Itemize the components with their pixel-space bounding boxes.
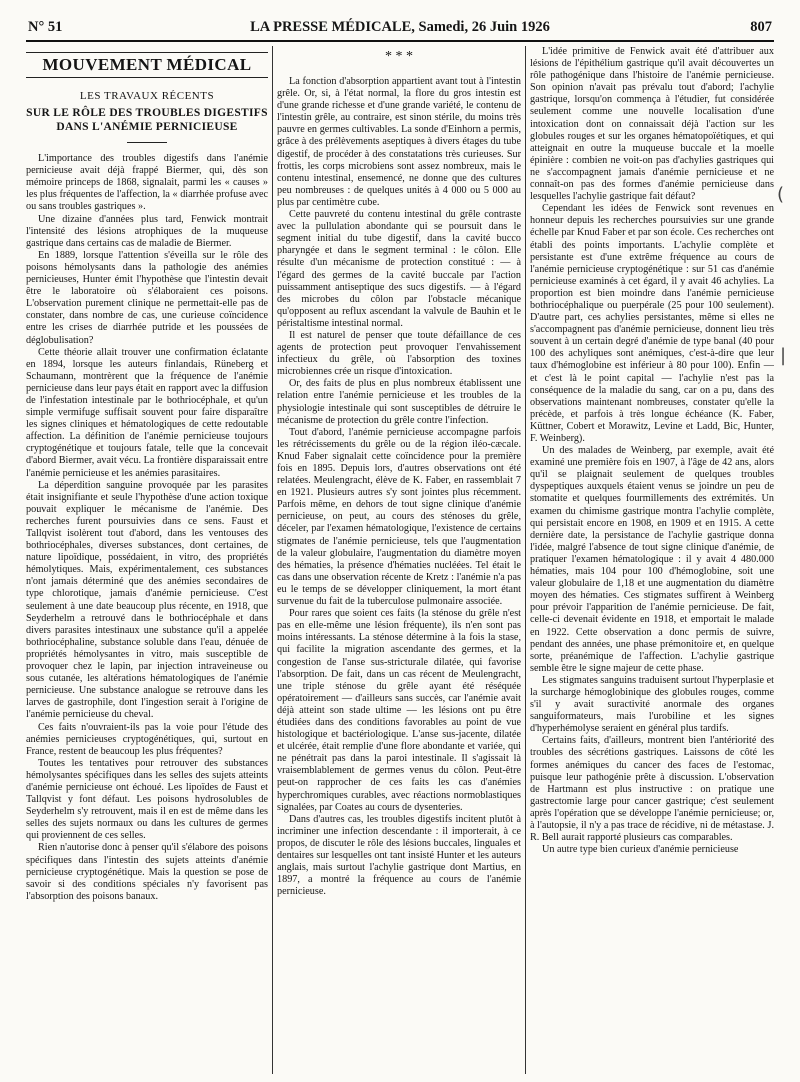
paragraph: Pour rares que soient ces faits (la sténose du grêle n'est pas en elle-même une lésion fréquente), ils n'en sont pas moins intéressants. La sténose détermine à la fois la stase, qui facilite la migration ascendante des germes, et la congestion de l'anse sus-stricturale dilatée, qui favorise l'absorption. De fait, dans un cas récent de Meulengracht, une triple sténose du grêle ayant été réséquée opératoirement — d'ailleurs sans succès, car l'anémie avait déjà atteint son stade ultime — les lésions ont pu être étudiées dans des conditions favorables au point de vue histologique et bactériologique. L'anse sus-jacente, dilatée et ulcérée, était remplie d'une flore abondante et variée, qui ne pénétrait pas dans la paroi intestinale. Il s'agissait là vraisemblablement de germes venus du côlon. Peut-être peut-on rapprocher de ces faits les cas d'anémies hyperchromiques curables, avec réactions normoblastiques signalées, par Coates au cours de dysenteries. (277, 608, 521, 813)
header-rule (26, 40, 774, 42)
masthead-title: LA PRESSE MÉDICALE, Samedi, 26 Juin 1926 (250, 19, 550, 35)
article-title-line-2: DANS L'ANÉMIE PERNICIEUSE (56, 121, 238, 134)
column-1 (26, 46, 268, 1076)
paragraph: Une dizaine d'années plus tard, Fenwick montrait l'intensité des lésions atrophiques de la muqueuse gastrique dans certains cas de maladie de Biermer. (26, 213, 268, 249)
paragraph: Les stigmates sanguins traduisent surtout l'hyperplasie et la surcharge hémoglobinique des globules rouges, comme s'il y avait suractivité anormale des organes sanguiformateurs, mais l'urobiline et les signes d'hyperhémolyse seraient en général plus tardifs. (530, 674, 774, 735)
issue-number: N° 51 (28, 19, 63, 35)
column-2 (277, 46, 521, 1076)
paragraph: Cette pauvreté du contenu intestinal du grêle contraste avec la pullulation abondante qui se poursuit dans le segment initial du tube digestif, dans la cavité bucco pharyngée et dans le segment terminal : le côlon. Elle résulte d'un mécanisme de protection constitué : — à l'égard des germes de la cavité buccale par l'action puissamment antiseptique des sucs digestifs. — à l'égard des microbes du côlon par l'obstacle mécanique qu'opposent au reflux ascendant la valvule de Bauhin et le péristaltisme intestinal normal. (277, 209, 521, 329)
column-3 (530, 46, 774, 1076)
paragraph: En 1889, lorsque l'attention s'éveilla sur le rôle des poisons hémolysants dans la pathologie des anémies pernicieuses, Hunter émit l'hypothèse que l'intestin devait être le laboratoire où s'élaboraient ces poisons. L'observation purement clinique ne permettait-elle pas de constater, dans nombre de cas, une curieuse coïncidence entre les crises de diarrhée putride et les poussées de déglobulisation? (26, 249, 268, 346)
paragraph: Cette théorie allait trouver une confirmation éclatante en 1894, lorsque les auteurs finlandais, Rüneberg et Schaumann, montrèrent que la fréquence de l'anémie pernicieuse dans leur pays était en rapport avec la diffusion de l'infestation intestinale par le bothriocéphale, et qu'un simple vermifuge suffisait souvent pour faire disparaître les signes cliniques et hématologiques de cette redoutable affection. La définition de l'anémie pernicieuse toujours cryptogénétique et toujours fatale, telle que la concevait d'abord Biermer, avait vécu. La frontière disparaissait entre l'anémie pernicieuse et les anémies parasitaires. (26, 346, 268, 479)
margin-pencil-mark: | (780, 345, 787, 366)
paragraph: L'idée primitive de Fenwick avait été d'attribuer aux lésions de l'épithélium gastrique qu'il avait découvertes un rôle pathogénique dans l'histoire de l'anémie pernicieuse. Son opinion n'avait pas prévalu tout d'abord; l'achylie gastrique, lorsqu'on commença à l'étudier, fut considérée seulement comme une nouvelle localisation d'une intoxication dont on connaissait déjà l'action sur les globules rouges et sur les organes hématopoïétiques, et qui atteignait en outre la muqueuse buccale et la moelle épinière : combien ne voit-on pas d'achylies gastriques qui ne s'accompagnent jamais d'anémie pernicieuse et ne connaît-on pas des formes d'anémie pernicieuse dans lesquelles l'achylie gastrique fait défaut? (530, 46, 774, 203)
margin-pencil-mark: ( (777, 184, 785, 205)
paragraph: Certains faits, d'ailleurs, montrent bien l'antériorité des troubles des sécrétions gastriques. Laissons de côté les formes anémiques du cancer des faces de l'estomac, puisque leur pathogénie prête à discussion. L'observation de Hartmann est plus instructive : on pratique une gastrectomie large pour cancer gastrique; c'est seulement après l'opération que se développe l'anémie pernicieuse; or, à l'autopsie, il n'y a pas trace de récidive, ni de métastase. J. R. Bell aurait rapporté plusieurs cas comparables. (530, 735, 774, 844)
paragraph: Toutes les tentatives pour retrouver des substances hémolysantes spécifiques dans les selles des sujets atteints d'anémie pernicieuse ont échoué. Les lipoïdes de Faust et Tallqvist y font défaut. Les poisons hydrosolubles de Seyderhelm s'y retrouvent, mais il en est de même dans les selles des sujets normaux ou dans les cultures de germes qui proviennent de ces selles. (26, 757, 268, 842)
column-divider (525, 46, 526, 1074)
paragraph: La déperdition sanguine provoquée par les parasites était insignifiante et seule l'hypothèse d'une action toxique pouvait expliquer le mécanisme de l'anémie. Des recherches furent poursuivies dans ce sens. Faust et Tallqvist isolèrent tout d'abord, dans les ventouses des bothriocéphales, diverses substances, dont certaines, de nature lipoïdique, possédaient, in vitro, des propriétés hémolytiques. Mais, expérimentalement, ces substances n'ont jamais déterminé que des anémies secondaires de type chlorotique, jamais d'anémie pernicieuse. C'est seulement à une date beaucoup plus récente, en 1918, que Seyderhelm a retrouvé dans le bothriocéphale et dans divers parasites intestinaux une substance qu'il a appelée bothriocéphaline, substance soluble dans l'eau, dénuée de propriétés hémolysantes in vitro, mais susceptible de provoquer chez le lapin, par injection intraveineuse ou sous cutanée, les altérations hématologiques de l'anémie pernicieuse. Une substance analogue se retrouve dans les larves de gastrophile, dont l'ingestion serait à l'origine de l'anémie pernicieuse du cheval. (26, 479, 268, 721)
page-number: 807 (750, 19, 772, 35)
paragraph: Dans d'autres cas, les troubles digestifs incitent plutôt à incriminer une infection descendante : il importerait, à ce propos, de discuter le rôle des lésions buccales, linguales et dentaires sur lesquelles ont tant insisté Hunter et les auteurs anglais, mais surtout l'achylie gastrique dont Martius, en 1897, a montré la fréquence au cours de l'anémie pernicieuse. (277, 813, 521, 898)
section-separator: * * * (385, 49, 413, 64)
paragraph: Ces faits n'ouvraient-ils pas la voie pour l'étude des anémies pernicieuses cryptogénétiques, qui, surtout en France, restent de beaucoup les plus fréquentes? (26, 721, 268, 757)
paragraph: Cependant les idées de Fenwick sont revenues en honneur depuis les recherches poursuivies sur une grande échelle par Knud Faber et par son école. Ces recherches ont établi des points importants. L'achylie complète et persistante est d'une extrême fréquence au cours de l'anémie pernicieuse cryptogénétique : sur 51 cas d'anémie pernicieuse examinés à cet égard, il y avait 46 achylies. La proportion est bien moindre dans l'anémie pernicieuse bothriocéphalique ou puerpérale (25 pour 100 seulement). D'autre part, ces achylies persistantes, même si elles ne s'accompagnent pas d'anémie pernicieuse, donnent lieu très souvent à un certain degré d'anémie de type banal (40 pour 100 des achyliques sont anémiques, c'est-à-dire que leur taux d'hémoglobine est inférieur à 80 pour 100). Enfin — et c'est là le point capital — l'achylie n'est pas la conséquence de la maladie du sang, car on a pu, dans des observations maintenant nombreuses, constater qu'elle la précède, et parfois à très longue échéance (K. Faber, Küttner, Cobert et Morawitz, Levine et Ladd, Bic, Hunter, F. Weinberg). (530, 203, 774, 444)
article-kicker: LES TRAVAUX RÉCENTS (79, 90, 215, 102)
paragraph: La fonction d'absorption appartient avant tout à l'intestin grêle. Or, si, à l'état normal, la flore du gros intestin est d'une grande richesse et d'une grande variété, le contenu de l'intestin grêle, au contraire, est sinon stérile, du moins très pauvre en germes cultivables. La sonde d'Einhorn a permis, grâce à des prélèvements aseptiques à divers étages du tube digestif, de procéder à des constatations très curieuses. Sur frottis, les corps microbiens sont assez nombreux, mais le contenu intestinal, ensemencé, ne donne que des cultures peu nombreuses : de quelques unités à 4 000 ou 5 000 au plus par centimètre cube. (277, 76, 521, 208)
section-rubric: MOUVEMENT MÉDICAL (26, 52, 268, 78)
title-rule (127, 142, 167, 143)
paragraph: L'importance des troubles digestifs dans l'anémie pernicieuse avait déjà frappé Biermer, qui, dès son mémoire princeps de 1868, signalait, parmi les « causes » les plus fréquentes de l'affection, la « diarrhée profuse avec ou sans troubles gastriques ». (26, 153, 268, 213)
paragraph: Tout d'abord, l'anémie pernicieuse accompagne parfois les rétrécissements du grêle ou de la région iléo-cæcale. Knud Faber signalait cette coïncidence pour la première fois en 1895. Depuis lors, d'autres observations ont été relatées. Meulengracht, élève de K. Faber, en rassemblait 7 en 1921. Plusieurs autres s'y sont jointes plus récemment. Parfois même, en dehors de tout signe clinique d'anémie pernicieuse, on peut, au cours des sténoses du grêle, déceler, par l'examen hématologique, l'existence de certains stigmates de l'anémie pernicieuse, tels que l'augmentation de la valeur globulaire, l'augmentation du diamètre moyen des hématies, la présence d'hématies nucléées. Tel était le cas dans une observation récente de Kretz : l'anémie n'a pas eu le temps de se développer cliniquement, la mort étant survenue du fait de la tuberculose pulmonaire associée. (277, 426, 521, 608)
article-title-line-1: SUR LE RÔLE DES TROUBLES DIGESTIFS (26, 107, 268, 120)
column-divider (272, 46, 273, 1074)
paragraph: Un des malades de Weinberg, par exemple, avait été examiné une première fois en 1907, à l'âge de 42 ans, alors qu'il se plaignait seulement de quelques troubles dyspeptiques auxquels étaient venus se joindre un peu de stomatite et quelques fourmillements des extrémités. Un examen du chimisme gastrique montra l'achylie complète, qui persistait encore en 1908, en 1909 et en 1915. A cette dernière date, la persistance de l'achylie gastrique donna l'idée, malgré l'absence de tout signe clinique d'anémie, de pratiquer l'examen hématologique : il y avait 4 480.000 hématies, mais 104 pour 100 d'hémoglobine, soit une valeur globulaire de 1,18 et une augmentation du diamètre moyen des hématies. Ces stigmates suffirent à Weinberg pour prévoir l'apparition de l'anémie pernicieuse. De fait, celle-ci devenait évidente en 1918, et emportait le malade en 1922. Cette observation a donc permis de suivre, pendant des années, une phase prémonitoire et, en quelque sorte, préanémique de l'affection. L'achylie gastrique semble être le signe majeur de cette phase. (530, 445, 774, 674)
paragraph: Or, des faits de plus en plus nombreux établissent une relation entre l'anémie pernicieuse et les troubles de la physiologie intestinale qui sont susceptibles de détruire le mécanisme de protection du grêle contre l'infection. (277, 378, 521, 426)
paragraph: Un autre type bien curieux d'anémie pernicieuse (542, 844, 739, 856)
paragraph: Rien n'autorise donc à penser qu'il s'élabore des poisons spécifiques dans l'intestin des sujets atteints d'anémie pernicieuse cryptogénétique. Mais la question se pose de savoir si des conditions spéciales n'y favorisent pas l'absorption des poisons banaux. (26, 842, 268, 902)
paragraph: Il est naturel de penser que toute défaillance de ces agents de protection peut provoquer l'envahissement infectieux du grêle, où l'absorption des toxines microbiennes crée un risque d'intoxication. (277, 329, 521, 378)
